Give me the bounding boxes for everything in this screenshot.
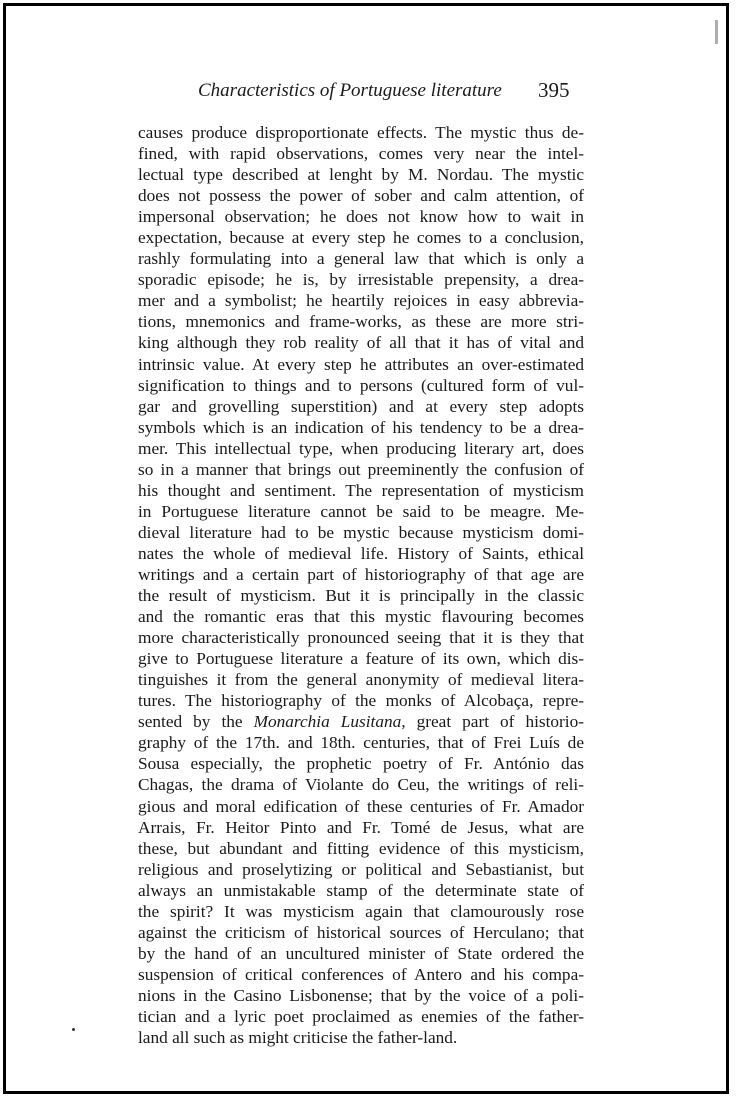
text-line: expectation, because at every step he comes to a conclusion, xyxy=(138,228,584,248)
text-line: writings and a certain part of historiography of that age are xyxy=(138,564,584,584)
text-line: his thought and sentiment. The representation of mysticism xyxy=(138,480,584,500)
text-line: sporadic episode; he is, by irresistable prepensity, a drea- xyxy=(138,270,584,290)
text-line: suspension of critical conferences of Antero and his compa- xyxy=(138,964,584,984)
text-line: gious and moral edification of these centuries of Fr. Amador xyxy=(138,796,584,816)
text-line: signification to things and to persons (cultured form of vul- xyxy=(138,375,584,395)
scan-speck xyxy=(72,1028,75,1031)
text-line: tician and a lyric poet proclaimed as enemies of the father- xyxy=(138,1006,584,1026)
text-line: religious and proselytizing or political and Sebastianist, but xyxy=(138,859,584,879)
text-line: so in a manner that brings out preeminently the confusion of xyxy=(138,459,584,479)
text-line: the result of mysticism. But it is principally in the classic xyxy=(138,586,584,606)
text-line: Chagas, the drama of Violante do Ceu, the writings of reli- xyxy=(138,775,584,795)
text-line: nions in the Casino Lisbonense; that by the voice of a poli- xyxy=(138,985,584,1005)
text-fragment: great part of historio- xyxy=(416,712,585,732)
text-line: gar and grovelling superstition) and at every step adopts xyxy=(138,396,584,416)
text-line: causes produce disproportionate effects. The mystic thus de- xyxy=(138,123,584,142)
text-line: impersonal observation; he does not know how to wait in xyxy=(138,207,584,227)
text-line: by the hand of an uncultured minister of State ordered the xyxy=(138,943,584,963)
text-line: Sousa especially, the prophetic poetry of Fr. António das xyxy=(138,754,584,774)
text-line: tions, mnemonics and frame-works, as these are more stri- xyxy=(138,312,584,332)
body-text xyxy=(138,122,584,1048)
text-line: land all such as might criticise the father-land. xyxy=(138,1028,458,1048)
text-line: tinguishes it from the general anonymity of medieval litera- xyxy=(138,670,584,690)
text-line: in Portuguese literature cannot be said to be meagre. Me- xyxy=(138,501,584,521)
text-line: tures. The historiography of the monks of Alcobaça, repre- xyxy=(138,691,584,711)
text-line: nates the whole of medieval life. History of Saints, ethical xyxy=(138,543,584,563)
scan-edge-mark xyxy=(715,20,718,44)
text-line-with-title xyxy=(138,711,584,732)
text-line: dieval literature had to be mystic because mysticism domi- xyxy=(138,522,584,542)
text-line: against the criticism of historical sources of Herculano; that xyxy=(138,922,584,942)
text-line: does not possess the power of sober and calm attention, of xyxy=(138,186,584,206)
text-line: the spirit? It was mysticism again that clamourously rose xyxy=(138,901,584,921)
text-line: mer and a symbolist; he heartily rejoices in easy abbrevia- xyxy=(138,291,584,311)
running-title: Characteristics of Portuguese literature xyxy=(198,80,502,101)
text-line: and the romantic eras that this mystic flavouring becomes xyxy=(138,607,584,627)
text-line: fined, with rapid observations, comes very near the intel- xyxy=(138,144,584,164)
text-line: intrinsic value. At every step he attributes an over-estimated xyxy=(138,354,584,374)
text-line: mer. This intellectual type, when producing literary art, does xyxy=(138,438,584,458)
text-line: rashly formulating into a general law that which is only a xyxy=(138,249,584,269)
text-line: always an unmistakable stamp of the determinate state of xyxy=(138,880,584,900)
book-title: Monarchia Lusitana, xyxy=(253,712,406,732)
text-line: more characteristically pronounced seeing that it is they that xyxy=(138,628,584,648)
text-line: these, but abundant and fitting evidence of this mysticism, xyxy=(138,838,584,858)
text-fragment: sented by the xyxy=(138,712,243,732)
text-line: king although they rob reality of all that it has of vital and xyxy=(138,333,584,353)
text-line: lectual type described at lenght by M. Nordau. The mystic xyxy=(138,165,584,185)
text-line: give to Portuguese literature a feature of its own, which dis- xyxy=(138,649,584,669)
page-number: 395 xyxy=(538,78,570,102)
text-line: graphy of the 17th. and 18th. centuries, that of Frei Luís de xyxy=(138,733,584,753)
text-line: symbols which is an indication of his tendency to be a drea- xyxy=(138,417,584,437)
text-line: Arrais, Fr. Heitor Pinto and Fr. Tomé de Jesus, what are xyxy=(138,817,584,837)
